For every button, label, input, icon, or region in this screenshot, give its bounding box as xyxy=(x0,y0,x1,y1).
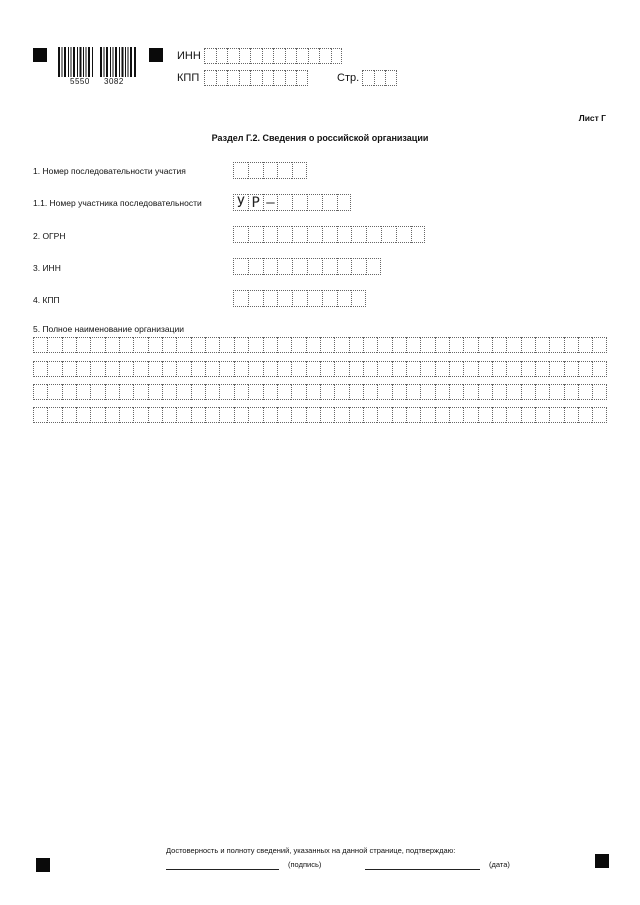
ogrn-cells[interactable] xyxy=(233,226,425,242)
ogrn-cells-cell[interactable] xyxy=(366,226,381,243)
org-name-row-2-cell[interactable] xyxy=(549,361,563,377)
header-inn-cells-cell[interactable] xyxy=(273,48,285,64)
org-name-row-3-cell[interactable] xyxy=(506,384,520,400)
kpp-cells-cell[interactable] xyxy=(337,290,352,307)
participant-number-cells-cell[interactable]: – xyxy=(263,194,278,211)
org-name-row-4-cell[interactable] xyxy=(248,407,262,423)
org-name-row-4-cell[interactable] xyxy=(277,407,291,423)
seq-number-cells-cell[interactable] xyxy=(263,162,278,179)
org-name-label: 5. Полное наименование организации xyxy=(33,324,184,334)
header-inn-cells-cell[interactable] xyxy=(250,48,262,64)
inn-cells-cell[interactable] xyxy=(277,258,292,275)
org-name-row-1-cell[interactable] xyxy=(564,337,578,353)
ogrn-cells-cell[interactable] xyxy=(337,226,352,243)
org-name-row-3-cell[interactable] xyxy=(162,384,176,400)
org-name-row-4-cell[interactable] xyxy=(219,407,233,423)
org-name-row-2-cell[interactable] xyxy=(535,361,549,377)
org-name-row-4-cell[interactable] xyxy=(592,407,606,423)
org-name-row-4-cell[interactable] xyxy=(291,407,305,423)
org-name-row-1-cell[interactable] xyxy=(320,337,334,353)
org-name-row-2-cell[interactable] xyxy=(435,361,449,377)
org-name-row-1-cell[interactable] xyxy=(549,337,563,353)
org-name-row-1-cell[interactable] xyxy=(449,337,463,353)
org-name-row-3-cell[interactable] xyxy=(62,384,76,400)
participant-number-cells-cell[interactable] xyxy=(307,194,322,211)
kpp-cells-cell[interactable] xyxy=(322,290,337,307)
ogrn-cells-cell[interactable] xyxy=(322,226,337,243)
header-kpp-cells-cell[interactable] xyxy=(296,70,308,86)
ogrn-cells-cell[interactable] xyxy=(248,226,263,243)
participant-number-cells-cell[interactable] xyxy=(322,194,337,211)
org-name-row-2-cell[interactable] xyxy=(263,361,277,377)
org-name-row-1-cell[interactable] xyxy=(119,337,133,353)
inn-cells-cell[interactable] xyxy=(292,258,307,275)
org-name-row-2-cell[interactable] xyxy=(564,361,578,377)
org-name-row-2-cell[interactable] xyxy=(492,361,506,377)
org-name-row-2-cell[interactable] xyxy=(334,361,348,377)
org-name-row-1-cell[interactable] xyxy=(578,337,592,353)
kpp-cells-cell[interactable] xyxy=(233,290,248,307)
kpp-cells-cell[interactable] xyxy=(277,290,292,307)
header-inn-cells-cell[interactable] xyxy=(204,48,216,64)
ogrn-cells-cell[interactable] xyxy=(396,226,411,243)
org-name-row-4-cell[interactable] xyxy=(420,407,434,423)
org-name-row-4-cell[interactable] xyxy=(320,407,334,423)
org-name-row-1-cell[interactable] xyxy=(234,337,248,353)
org-name-row-4-cell[interactable] xyxy=(463,407,477,423)
seq-number-cells[interactable] xyxy=(233,162,307,178)
header-kpp-cells[interactable] xyxy=(204,70,308,86)
barcode xyxy=(58,47,138,81)
org-name-row-2-cell[interactable] xyxy=(248,361,262,377)
org-name-row-1-cell[interactable] xyxy=(219,337,233,353)
org-name-row-1-cell[interactable] xyxy=(133,337,147,353)
org-name-row-4-cell[interactable] xyxy=(377,407,391,423)
org-name-row-4-cell[interactable] xyxy=(47,407,61,423)
inn-cells-cell[interactable] xyxy=(263,258,278,275)
org-name-row-2-cell[interactable] xyxy=(105,361,119,377)
kpp-cells-cell[interactable] xyxy=(263,290,278,307)
org-name-row-4-cell[interactable] xyxy=(392,407,406,423)
org-name-row-2-cell[interactable] xyxy=(176,361,190,377)
page-number-cells-cell[interactable] xyxy=(374,70,386,86)
org-name-row-4-cell[interactable] xyxy=(162,407,176,423)
org-name-row-4-cell[interactable] xyxy=(306,407,320,423)
org-name-row-1-cell[interactable] xyxy=(205,337,219,353)
inn-cells[interactable] xyxy=(233,258,381,274)
org-name-row-3-cell[interactable] xyxy=(406,384,420,400)
kpp-cells-cell[interactable] xyxy=(292,290,307,307)
ogrn-label: 2. ОГРН xyxy=(33,231,66,241)
corner-marker-bottom-left xyxy=(36,858,50,872)
org-name-row-1-cell[interactable] xyxy=(377,337,391,353)
header-inn-cells-cell[interactable] xyxy=(308,48,320,64)
barcode-number-left: 5550 xyxy=(70,77,90,86)
org-name-row-4[interactable] xyxy=(33,407,607,423)
org-name-row-2-cell[interactable] xyxy=(90,361,104,377)
seq-number-cells-cell[interactable] xyxy=(248,162,263,179)
org-name-row-3-cell[interactable] xyxy=(176,384,190,400)
org-name-row-1-cell[interactable] xyxy=(592,337,606,353)
org-name-row-4-cell[interactable] xyxy=(492,407,506,423)
header-kpp-label: КПП xyxy=(177,72,200,84)
section-title: Раздел Г.2. Сведения о российской организации xyxy=(211,133,429,143)
org-name-row-3-cell[interactable] xyxy=(478,384,492,400)
org-name-row-4-cell[interactable] xyxy=(449,407,463,423)
kpp-cells-cell[interactable] xyxy=(351,290,366,307)
header-inn-cells[interactable] xyxy=(204,48,342,64)
signature-caption: (подпись) xyxy=(288,860,322,869)
org-name-row-3-cell[interactable] xyxy=(578,384,592,400)
org-name-row-3-cell[interactable] xyxy=(205,384,219,400)
header-inn-cells-cell[interactable] xyxy=(296,48,308,64)
ogrn-cells-cell[interactable] xyxy=(233,226,248,243)
org-name-row-1-cell[interactable] xyxy=(277,337,291,353)
org-name-row-2-cell[interactable] xyxy=(277,361,291,377)
barcode-number-right: 3082 xyxy=(104,77,124,86)
org-name-row-2-cell[interactable] xyxy=(133,361,147,377)
seq-number-label: 1. Номер последовательности участия xyxy=(33,166,186,176)
org-name-row-4-cell[interactable] xyxy=(578,407,592,423)
page-number-cells-cell[interactable] xyxy=(385,70,397,86)
org-name-row-1-cell[interactable] xyxy=(363,337,377,353)
header-kpp-cells-cell[interactable] xyxy=(216,70,228,86)
org-name-row-1-cell[interactable] xyxy=(248,337,262,353)
participant-number-label: 1.1. Номер участника последовательности xyxy=(33,198,202,208)
org-name-row-4-cell[interactable] xyxy=(535,407,549,423)
org-name-row-2-cell[interactable] xyxy=(463,361,477,377)
org-name-row-4-cell[interactable] xyxy=(564,407,578,423)
org-name-row-2-cell[interactable] xyxy=(162,361,176,377)
org-name-row-4-cell[interactable] xyxy=(234,407,248,423)
org-name-row-1-cell[interactable] xyxy=(191,337,205,353)
org-name-row-2-cell[interactable] xyxy=(449,361,463,377)
org-name-row-3-cell[interactable] xyxy=(234,384,248,400)
org-name-row-3-cell[interactable] xyxy=(320,384,334,400)
org-name-row-3-cell[interactable] xyxy=(334,384,348,400)
org-name-row-1-cell[interactable] xyxy=(392,337,406,353)
org-name-row-4-cell[interactable] xyxy=(105,407,119,423)
org-name-row-3-cell[interactable] xyxy=(549,384,563,400)
header-inn-cells-cell[interactable] xyxy=(239,48,251,64)
page-number-label: Стр. xyxy=(337,72,360,84)
kpp-cells-cell[interactable] xyxy=(248,290,263,307)
inn-cells-cell[interactable] xyxy=(337,258,352,275)
inn-cells-cell[interactable] xyxy=(307,258,322,275)
inn-cells-cell[interactable] xyxy=(322,258,337,275)
corner-marker-top-right xyxy=(149,48,163,62)
seq-number-cells-cell[interactable] xyxy=(292,162,307,179)
org-name-row-3-cell[interactable] xyxy=(535,384,549,400)
ogrn-cells-cell[interactable] xyxy=(307,226,322,243)
org-name-row-1-cell[interactable] xyxy=(420,337,434,353)
org-name-row-2-cell[interactable] xyxy=(234,361,248,377)
org-name-row-3-cell[interactable] xyxy=(392,384,406,400)
sheet-label: Лист Г xyxy=(578,113,606,123)
participant-number-cells-cell[interactable] xyxy=(277,194,292,211)
ogrn-cells-cell[interactable] xyxy=(411,226,426,243)
org-name-row-3-cell[interactable] xyxy=(148,384,162,400)
org-name-row-4-cell[interactable] xyxy=(62,407,76,423)
ogrn-cells-cell[interactable] xyxy=(292,226,307,243)
org-name-row-2-cell[interactable] xyxy=(478,361,492,377)
org-name-row-1-cell[interactable] xyxy=(492,337,506,353)
org-name-row-3-cell[interactable] xyxy=(420,384,434,400)
org-name-row-2-cell[interactable] xyxy=(377,361,391,377)
org-name-row-1-cell[interactable] xyxy=(349,337,363,353)
org-name-row-3-cell[interactable] xyxy=(521,384,535,400)
org-name-row-2-cell[interactable] xyxy=(191,361,205,377)
org-name-row-2-cell[interactable] xyxy=(33,361,47,377)
org-name-row-3-cell[interactable] xyxy=(592,384,606,400)
org-name-row-3-cell[interactable] xyxy=(33,384,47,400)
org-name-row-4-cell[interactable] xyxy=(90,407,104,423)
org-name-row-2-cell[interactable] xyxy=(592,361,606,377)
header-kpp-cells-cell[interactable] xyxy=(262,70,274,86)
org-name-row-4-cell[interactable] xyxy=(76,407,90,423)
confirmation-text: Достоверность и полноту сведений, указанных на данной странице, подтверждаю: xyxy=(166,846,456,855)
org-name-row-3-cell[interactable] xyxy=(248,384,262,400)
participant-number-cells-cell[interactable]: Р xyxy=(248,194,263,211)
header-inn-cells-cell[interactable] xyxy=(227,48,239,64)
header-kpp-cells-cell[interactable] xyxy=(285,70,297,86)
header-inn-label: ИНН xyxy=(177,50,201,62)
org-name-row-1[interactable] xyxy=(33,337,607,353)
org-name-row-2[interactable] xyxy=(33,361,607,377)
org-name-row-4-cell[interactable] xyxy=(349,407,363,423)
org-name-row-3-cell[interactable] xyxy=(349,384,363,400)
org-name-row-1-cell[interactable] xyxy=(105,337,119,353)
org-name-row-3-cell[interactable] xyxy=(219,384,233,400)
org-name-row-3-cell[interactable] xyxy=(277,384,291,400)
org-name-row-3-cell[interactable] xyxy=(377,384,391,400)
ogrn-cells-cell[interactable] xyxy=(277,226,292,243)
org-name-row-1-cell[interactable] xyxy=(148,337,162,353)
header-kpp-cells-cell[interactable] xyxy=(250,70,262,86)
ogrn-cells-cell[interactable] xyxy=(263,226,278,243)
corner-marker-bottom-right xyxy=(595,854,609,868)
org-name-row-4-cell[interactable] xyxy=(119,407,133,423)
org-name-row-1-cell[interactable] xyxy=(76,337,90,353)
org-name-row-1-cell[interactable] xyxy=(463,337,477,353)
org-name-row-2-cell[interactable] xyxy=(349,361,363,377)
org-name-row-1-cell[interactable] xyxy=(47,337,61,353)
org-name-row-4-cell[interactable] xyxy=(176,407,190,423)
org-name-row-1-cell[interactable] xyxy=(291,337,305,353)
ogrn-cells-cell[interactable] xyxy=(381,226,396,243)
org-name-row-4-cell[interactable] xyxy=(148,407,162,423)
header-inn-cells-cell[interactable] xyxy=(319,48,331,64)
inn-cells-cell[interactable] xyxy=(233,258,248,275)
org-name-row-4-cell[interactable] xyxy=(334,407,348,423)
page-number-cells-cell[interactable] xyxy=(362,70,374,86)
org-name-row-2-cell[interactable] xyxy=(219,361,233,377)
org-name-row-2-cell[interactable] xyxy=(119,361,133,377)
org-name-row-2-cell[interactable] xyxy=(392,361,406,377)
org-name-row-4-cell[interactable] xyxy=(478,407,492,423)
org-name-row-1-cell[interactable] xyxy=(521,337,535,353)
header-kpp-cells-cell[interactable] xyxy=(273,70,285,86)
org-name-row-2-cell[interactable] xyxy=(420,361,434,377)
org-name-row-4-cell[interactable] xyxy=(33,407,47,423)
org-name-row-3-cell[interactable] xyxy=(306,384,320,400)
participant-number-cells[interactable] xyxy=(233,194,351,210)
org-name-row-2-cell[interactable] xyxy=(205,361,219,377)
kpp-cells-cell[interactable] xyxy=(307,290,322,307)
date-line[interactable] xyxy=(365,869,480,870)
org-name-row-1-cell[interactable] xyxy=(162,337,176,353)
org-name-row-4-cell[interactable] xyxy=(263,407,277,423)
org-name-row-2-cell[interactable] xyxy=(306,361,320,377)
inn-cells-cell[interactable] xyxy=(366,258,381,275)
org-name-row-3-cell[interactable] xyxy=(564,384,578,400)
signature-line[interactable] xyxy=(166,869,279,870)
seq-number-cells-cell[interactable] xyxy=(233,162,248,179)
header-kpp-cells-cell[interactable] xyxy=(227,70,239,86)
org-name-row-1-cell[interactable] xyxy=(478,337,492,353)
header-inn-cells-cell[interactable] xyxy=(331,48,343,64)
org-name-row-1-cell[interactable] xyxy=(33,337,47,353)
org-name-row-1-cell[interactable] xyxy=(306,337,320,353)
org-name-row-1-cell[interactable] xyxy=(176,337,190,353)
org-name-row-3-cell[interactable] xyxy=(105,384,119,400)
org-name-row-3-cell[interactable] xyxy=(263,384,277,400)
org-name-row-4-cell[interactable] xyxy=(549,407,563,423)
org-name-row-3-cell[interactable] xyxy=(435,384,449,400)
org-name-row-3-cell[interactable] xyxy=(363,384,377,400)
org-name-row-3-cell[interactable] xyxy=(76,384,90,400)
org-name-row-3-cell[interactable] xyxy=(133,384,147,400)
kpp-cells[interactable] xyxy=(233,290,366,306)
org-name-row-4-cell[interactable] xyxy=(521,407,535,423)
org-name-row-4-cell[interactable] xyxy=(406,407,420,423)
org-name-row-2-cell[interactable] xyxy=(47,361,61,377)
org-name-row-2-cell[interactable] xyxy=(291,361,305,377)
org-name-row-4-cell[interactable] xyxy=(506,407,520,423)
participant-number-cells-cell[interactable] xyxy=(292,194,307,211)
org-name-row-1-cell[interactable] xyxy=(535,337,549,353)
ogrn-cells-cell[interactable] xyxy=(351,226,366,243)
inn-cells-cell[interactable] xyxy=(248,258,263,275)
org-name-row-1-cell[interactable] xyxy=(62,337,76,353)
org-name-row-2-cell[interactable] xyxy=(578,361,592,377)
org-name-row-2-cell[interactable] xyxy=(62,361,76,377)
org-name-row-3-cell[interactable] xyxy=(47,384,61,400)
org-name-row-2-cell[interactable] xyxy=(363,361,377,377)
org-name-row-4-cell[interactable] xyxy=(363,407,377,423)
org-name-row-1-cell[interactable] xyxy=(334,337,348,353)
org-name-row-1-cell[interactable] xyxy=(506,337,520,353)
header-kpp-cells-cell[interactable] xyxy=(204,70,216,86)
org-name-row-3[interactable] xyxy=(33,384,607,400)
org-name-row-1-cell[interactable] xyxy=(263,337,277,353)
header-inn-cells-cell[interactable] xyxy=(216,48,228,64)
org-name-row-2-cell[interactable] xyxy=(406,361,420,377)
org-name-row-2-cell[interactable] xyxy=(148,361,162,377)
org-name-row-3-cell[interactable] xyxy=(90,384,104,400)
header-kpp-cells-cell[interactable] xyxy=(239,70,251,86)
org-name-row-2-cell[interactable] xyxy=(320,361,334,377)
org-name-row-2-cell[interactable] xyxy=(506,361,520,377)
org-name-row-3-cell[interactable] xyxy=(449,384,463,400)
org-name-row-3-cell[interactable] xyxy=(463,384,477,400)
org-name-row-1-cell[interactable] xyxy=(435,337,449,353)
org-name-row-2-cell[interactable] xyxy=(521,361,535,377)
org-name-row-1-cell[interactable] xyxy=(406,337,420,353)
org-name-row-4-cell[interactable] xyxy=(205,407,219,423)
org-name-row-3-cell[interactable] xyxy=(492,384,506,400)
org-name-row-4-cell[interactable] xyxy=(133,407,147,423)
org-name-row-3-cell[interactable] xyxy=(291,384,305,400)
org-name-row-3-cell[interactable] xyxy=(191,384,205,400)
participant-number-cells-cell[interactable]: У xyxy=(233,194,248,211)
org-name-row-1-cell[interactable] xyxy=(90,337,104,353)
org-name-row-2-cell[interactable] xyxy=(76,361,90,377)
org-name-row-3-cell[interactable] xyxy=(119,384,133,400)
page-number-cells[interactable] xyxy=(362,70,397,86)
corner-marker-top-left xyxy=(33,48,47,62)
org-name-row-4-cell[interactable] xyxy=(435,407,449,423)
participant-number-cells-cell[interactable] xyxy=(337,194,352,211)
kpp-label: 4. КПП xyxy=(33,295,60,305)
org-name-row-4-cell[interactable] xyxy=(191,407,205,423)
date-caption: (дата) xyxy=(489,860,510,869)
header-inn-cells-cell[interactable] xyxy=(285,48,297,64)
seq-number-cells-cell[interactable] xyxy=(277,162,292,179)
inn-label: 3. ИНН xyxy=(33,263,61,273)
inn-cells-cell[interactable] xyxy=(351,258,366,275)
header-inn-cells-cell[interactable] xyxy=(262,48,274,64)
